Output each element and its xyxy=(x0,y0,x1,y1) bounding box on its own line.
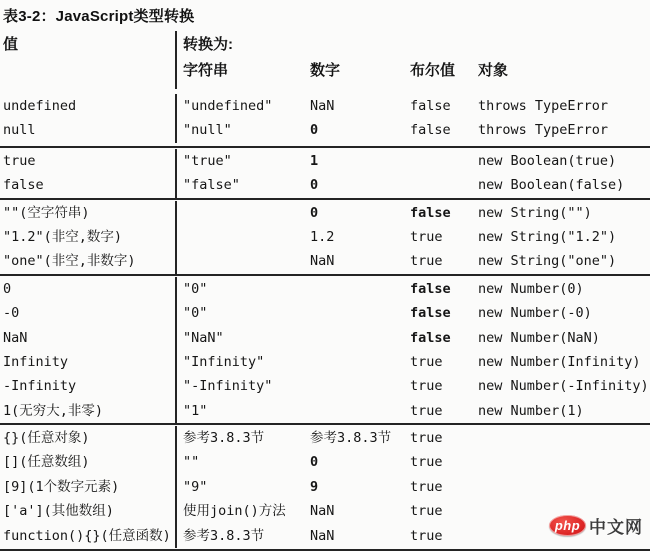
cell-string: "null" xyxy=(175,118,310,142)
cell-number xyxy=(310,350,410,374)
cell-number: NaN xyxy=(310,98,335,114)
cell-value: null xyxy=(3,122,36,139)
cell-boolean xyxy=(410,149,478,173)
cell-boolean: false xyxy=(410,204,451,221)
header-string: 字符串 xyxy=(175,59,310,89)
cell-object: new Number(0) xyxy=(478,280,584,297)
table-row xyxy=(0,374,650,398)
php-cn-watermark xyxy=(549,513,643,538)
cell-value: function(){}(任意函数) xyxy=(3,527,171,544)
cell-string: "-Infinity" xyxy=(175,374,310,398)
header-value: 值 xyxy=(3,36,19,53)
cell-value: "one"(非空,非数字) xyxy=(3,253,136,270)
cell-object xyxy=(478,450,650,474)
table-row xyxy=(0,450,650,474)
cell-string: "1" xyxy=(175,399,310,423)
cell-boolean: true xyxy=(410,353,443,370)
table-caption: 表3-2：JavaScript类型转换 xyxy=(3,8,195,25)
cell-string: 使用join()方法 xyxy=(175,499,310,523)
cell-value: NaN xyxy=(3,329,28,346)
cell-boolean: true xyxy=(410,430,443,447)
cell-boolean: true xyxy=(410,378,443,395)
cell-object: new String("1.2") xyxy=(478,228,617,245)
header-spacer xyxy=(0,59,175,89)
table-section xyxy=(0,198,650,274)
cell-boolean xyxy=(410,173,478,197)
cell-number xyxy=(310,301,410,325)
cell-boolean: true xyxy=(410,402,443,419)
cell-boolean: false xyxy=(410,280,451,297)
cell-string: "0" xyxy=(175,277,310,301)
cell-boolean: true xyxy=(410,503,443,520)
cell-boolean: false xyxy=(410,122,451,139)
watermark-site-text: 中文网 xyxy=(589,518,643,537)
cell-value: 0 xyxy=(3,280,12,297)
header-row-columns xyxy=(0,59,650,89)
cell-object: new Number(Infinity) xyxy=(478,353,641,370)
cell-number: 参考3.8.3节 xyxy=(310,430,392,447)
cell-boolean: true xyxy=(410,478,443,495)
cell-object: new Number(1) xyxy=(478,402,584,419)
cell-string: "false" xyxy=(175,173,310,197)
cell-number: NaN xyxy=(310,527,335,544)
cell-number xyxy=(310,326,410,350)
table-section xyxy=(0,274,650,423)
header-number: 数字 xyxy=(310,62,341,79)
cell-object: new Number(-0) xyxy=(478,305,592,322)
cell-number: 0 xyxy=(310,177,319,194)
cell-boolean: false xyxy=(410,329,451,346)
cell-boolean: false xyxy=(410,305,451,322)
cell-string xyxy=(175,249,310,273)
header-row-top xyxy=(0,31,650,59)
cell-number xyxy=(310,374,410,398)
table-row xyxy=(0,94,650,118)
cell-number: NaN xyxy=(310,503,335,520)
cell-number: 0 xyxy=(310,454,319,471)
table-row xyxy=(0,149,650,173)
cell-object: throws TypeError xyxy=(478,122,609,139)
cell-boolean: true xyxy=(410,253,443,270)
cell-value: ""(空字符串) xyxy=(3,204,90,221)
cell-boolean: false xyxy=(410,98,451,114)
cell-object: new String("") xyxy=(478,204,592,221)
cell-number xyxy=(310,399,410,423)
table-row xyxy=(0,399,650,423)
cell-value: false xyxy=(3,177,44,194)
cell-string: "0" xyxy=(175,301,310,325)
cell-value: 1(无穷大,非零) xyxy=(3,402,104,419)
cell-boolean: true xyxy=(410,527,443,544)
table-row xyxy=(0,426,650,450)
cell-number: 9 xyxy=(310,478,319,495)
cell-number: NaN xyxy=(310,253,335,270)
cell-string: "undefined" xyxy=(175,94,310,118)
header-object: 对象 xyxy=(478,62,509,79)
cell-number: 0 xyxy=(310,204,319,221)
table-row xyxy=(0,118,650,142)
cell-value: [9](1个数字元素) xyxy=(3,478,120,495)
table-row xyxy=(0,225,650,249)
cell-string xyxy=(175,201,310,225)
cell-number: 1 xyxy=(310,152,319,169)
cell-object xyxy=(478,475,650,499)
cell-object: throws TypeError xyxy=(478,98,609,114)
cell-value: "1.2"(非空,数字) xyxy=(3,228,123,245)
table-section xyxy=(0,89,650,146)
cell-value: ['a'](其他数组) xyxy=(3,503,114,520)
cell-object: new Number(NaN) xyxy=(478,329,600,346)
table-row xyxy=(0,301,650,325)
table-row xyxy=(0,173,650,197)
cell-value: [](任意数组) xyxy=(3,454,90,471)
cell-string: "NaN" xyxy=(175,326,310,350)
cell-value: Infinity xyxy=(3,353,69,370)
cell-string: "Infinity" xyxy=(175,350,310,374)
cell-string: "9" xyxy=(175,475,310,499)
table-body xyxy=(0,89,650,551)
cell-object: new Boolean(false) xyxy=(478,177,625,194)
php-logo-icon: php xyxy=(549,515,586,536)
cell-value: -0 xyxy=(3,305,20,322)
cell-object: new Boolean(true) xyxy=(478,152,617,169)
table-row xyxy=(0,201,650,225)
cell-object: new String("one") xyxy=(478,253,617,270)
header-boolean: 布尔值 xyxy=(410,62,456,79)
cell-boolean: true xyxy=(410,228,443,245)
table-row xyxy=(0,350,650,374)
cell-value: undefined xyxy=(3,98,77,114)
table-row xyxy=(0,326,650,350)
cell-object xyxy=(478,426,650,450)
table-row xyxy=(0,475,650,499)
cell-value: true xyxy=(3,152,36,169)
cell-string: "true" xyxy=(175,149,310,173)
table-section xyxy=(0,146,650,198)
table-header xyxy=(0,31,650,89)
cell-value: {}(任意对象) xyxy=(3,430,90,447)
cell-number: 0 xyxy=(310,122,319,139)
cell-number: 1.2 xyxy=(310,228,335,245)
cell-value: -Infinity xyxy=(3,378,77,395)
cell-string: "" xyxy=(175,450,310,474)
cell-string: 参考3.8.3节 xyxy=(175,426,310,450)
cell-object: new Number(-Infinity) xyxy=(478,378,649,395)
cell-string: 参考3.8.3节 xyxy=(175,524,310,548)
cell-number xyxy=(310,277,410,301)
cell-string xyxy=(175,225,310,249)
table-row xyxy=(0,277,650,301)
table-row xyxy=(0,249,650,273)
cell-boolean: true xyxy=(410,454,443,471)
header-convert-to: 转换为: xyxy=(175,31,650,59)
conversion-table xyxy=(0,31,650,551)
